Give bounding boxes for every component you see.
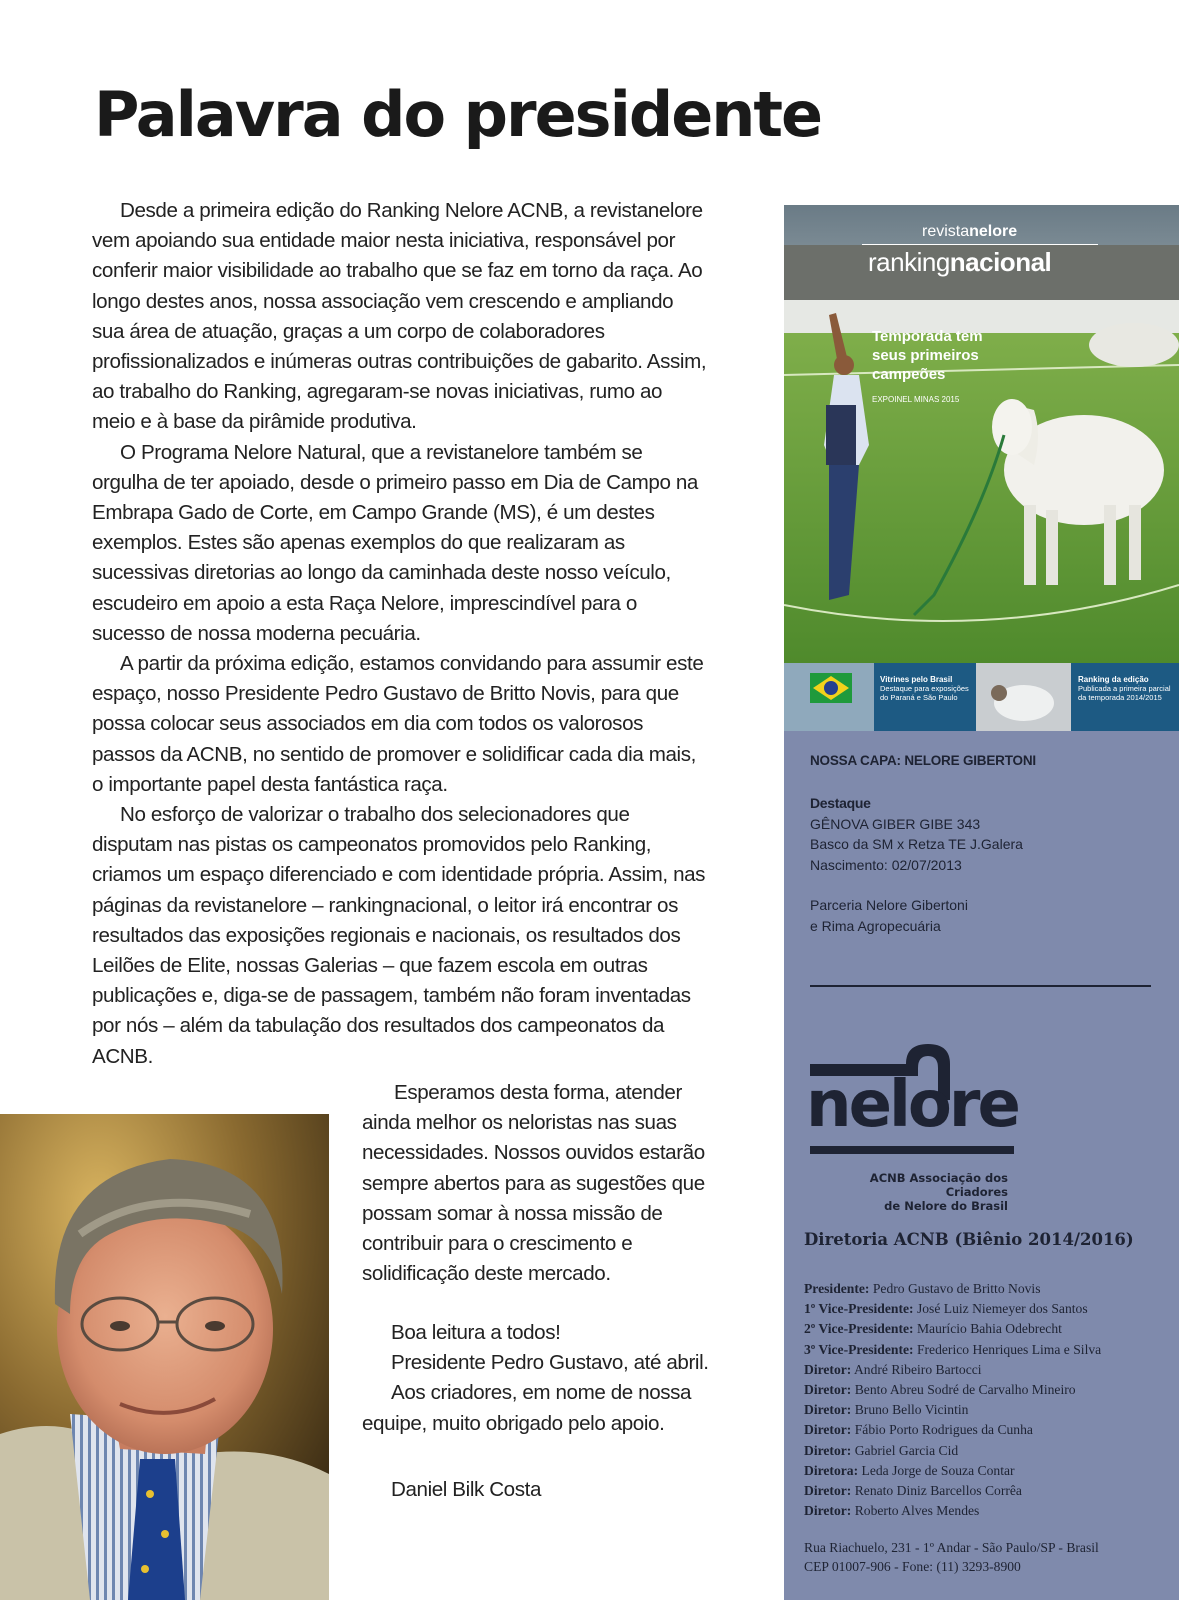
board-role: 3º Vice-Presidente: (804, 1341, 914, 1357)
signature: Daniel Bilk Costa (391, 1478, 542, 1501)
parceria-line: e Rima Agropecuária (810, 917, 941, 934)
board-member (804, 1501, 1176, 1521)
closing-line: equipe, muito obrigado pelo apoio. (362, 1411, 665, 1435)
strip-left-title: Vitrines pelo Brasil (880, 675, 953, 684)
board-member-name: Bruno Bello Vicintin (854, 1402, 969, 1418)
board-role: 2º Vice-Presidente: (804, 1321, 914, 1337)
board-role: Diretor: (804, 1361, 852, 1377)
strip-left-body: Destaque para exposições do Paraná e São Paulo (880, 684, 969, 702)
cover-headline-line: campeões (872, 366, 946, 383)
board-role: Diretor: (804, 1402, 852, 1418)
address-block (804, 1539, 1176, 1576)
strip-left (880, 675, 970, 702)
cover-ranking-prefix: ranking (868, 247, 950, 277)
board-role: Presidente: (804, 1281, 870, 1296)
board-member-name: André Ribeiro Bartocci (853, 1361, 982, 1377)
board-member-name: Leda Jorge de Souza Contar (861, 1462, 1015, 1478)
board-member-name: Frederico Henriques Lima e Silva (916, 1341, 1102, 1357)
board-role: 1º Vice-Presidente: (804, 1301, 914, 1317)
paragraph: Desde a primeira edição do Ranking Nelore ACNB, a revistanelore vem apoiando sua entidade maior nesta iniciativa, responsável por conferir maior visibilidade ao trabalho que se faz em torno da raça. Ao longo destes anos, nossa associação vem crescendo e ampliando sua área de atuação, graças a um corpo de colaboradores profissionalizados e inúmeras outras contribuições de gabarito. Assim, ao trabalho do Ranking, agregaram-se novas iniciativas, rumo ao meio e à base da pirâmide produtiva. (92, 199, 707, 434)
logo-wordmark: nelore (806, 1068, 1018, 1142)
board-role: Diretor: (804, 1503, 852, 1519)
board-member-name: Fábio Porto Rodrigues da Cunha (854, 1422, 1033, 1438)
board-member-name: José Luiz Niemeyer dos Santos (916, 1301, 1088, 1317)
logo-subtitle-line: ACNB Associação dos Criadores (869, 1171, 1008, 1199)
cover-caption-title: NOSSA CAPA: NELORE GIBERTONI (810, 753, 1036, 768)
board-member (804, 1420, 1176, 1440)
divider (810, 985, 1151, 987)
closing-line: Boa leitura a todos! (391, 1321, 561, 1344)
destaque-label: Destaque (810, 795, 871, 811)
strip-right (1078, 675, 1176, 702)
cover-ranking-bold: nacional (949, 247, 1052, 277)
logo-subtitle (808, 1171, 1008, 1213)
board-title: Diretoria ACNB (Biênio 2014/2016) (804, 1230, 1134, 1249)
cover-headline (872, 327, 983, 384)
board-member (804, 1279, 1176, 1299)
closing-lines (362, 1318, 721, 1439)
board-member (804, 1360, 1176, 1380)
destaque-line: GÊNOVA GIBER GIBE 343 (810, 815, 981, 832)
cover-event: EXPOINEL MINAS 2015 (872, 395, 960, 404)
board-member (804, 1441, 1176, 1461)
closing-line: Aos criadores, em nome de nossa (391, 1381, 692, 1405)
cover-ranking (868, 247, 1051, 278)
closing-paragraph (362, 1078, 712, 1289)
cover-brand (922, 223, 1017, 241)
address-line: CEP 01007-906 - Fone: (11) 3293-8900 (804, 1558, 1021, 1574)
portrait-photo-icon (0, 1114, 329, 1600)
cover-strip (784, 663, 1179, 731)
destaque-line: Basco da SM x Retza TE J.Galera (810, 836, 1023, 852)
magazine-cover (784, 205, 1179, 663)
cover-headline-line: seus primeiros (872, 347, 979, 364)
board-list (804, 1279, 1176, 1521)
strip-right-body: Publicada a primeira parcial da temporada 2014/2015 (1078, 684, 1171, 702)
board-member (804, 1340, 1176, 1360)
article-body (92, 196, 708, 1072)
logo-subtitle-line: de Nelore do Brasil (884, 1199, 1008, 1213)
paragraph: Esperamos desta forma, atender ainda melhor os neloristas nas suas necessidades. Nossos ouvidos estarão sempre abertos para as sugestões que possam somar à nossa missão de contribuir para o crescimento e solidificação deste mercado. (362, 1081, 705, 1286)
board-role: Diretor: (804, 1483, 852, 1499)
board-member-name: Maurício Bahia Odebrecht (916, 1321, 1062, 1337)
board-member-name: Gabriel Garcia Cid (854, 1442, 959, 1458)
destaque-line: Nascimento: 02/07/2013 (810, 856, 962, 873)
board-role: Diretor: (804, 1422, 852, 1438)
board-member-name: Pedro Gustavo de Britto Novis (872, 1281, 1041, 1296)
board-role: Diretor: (804, 1442, 852, 1458)
paragraph: O Programa Nelore Natural, que a revistanelore também se orgulha de ter apoiado, desde o primeiro passo em Dia de Campo na Embrapa Gado de Corte, em Campo Grande (MS), é um destes exemplos. Estes são apenas exemplos do que realizaram as sucessivas diretorias ao longo da caminhada deste nosso veículo, escudeiro em apoio a esta Raça Nelore, imprescindível para o sucesso de nossa moderna pecuária. (92, 440, 698, 645)
parceria-block (810, 895, 1170, 936)
board-role: Diretor: (804, 1382, 852, 1398)
portrait-photo (0, 1114, 329, 1600)
board-role: Diretora: (804, 1462, 859, 1478)
board-member (804, 1319, 1176, 1339)
board-member (804, 1299, 1176, 1319)
cover-divider (862, 244, 1098, 245)
cover-headline-line: Temporada tem (872, 328, 983, 345)
board-member-name: Bento Abreu Sodré de Carvalho Mineiro (854, 1382, 1076, 1398)
page-title: Palavra do presidente (94, 78, 822, 151)
destaque-block (810, 793, 1170, 875)
cover-brand-bold: nelore (969, 223, 1018, 240)
address-line: Rua Riachuelo, 231 - 1º Andar - São Paulo/SP - Brasil (804, 1540, 1099, 1555)
board-member (804, 1380, 1176, 1400)
board-member (804, 1461, 1176, 1481)
paragraph: No esforço de valorizar o trabalho dos selecionadores que disputam nas pistas os campeonatos promovidos pelo Ranking, criamos um espaço diferenciado e com identidade própria. Assim, nas páginas da revistanelore – rankingnacional, o leitor irá encontrar os resultados das exposições regionais e nacionais, os resultados dos Leilões de Elite, nossas Galerias – que fazem escola em outras publicações e, diga-se de passagem, também não foram inventadas por nós – além da tabulação dos resultados dos campeonatos da ACNB. (92, 803, 706, 1068)
paragraph: A partir da próxima edição, estamos convidando para assumir este espaço, nosso Presidente Pedro Gustavo de Britto Novis, para que possa colocar seus associados em dia com todos os valorosos passos da ACNB, no sentido de promover e solidificar cada dia mais, o importante papel desta fantástica raça. (92, 652, 704, 796)
board-member (804, 1400, 1176, 1420)
board-member-name: Renato Diniz Barcellos Corrêa (854, 1483, 1022, 1499)
parceria-line: Parceria Nelore Gibertoni (810, 897, 968, 913)
board-member (804, 1481, 1176, 1501)
cover-brand-prefix: revista (922, 223, 970, 240)
board-member-name: Roberto Alves Mendes (854, 1503, 980, 1519)
closing-line: Presidente Pedro Gustavo, até abril. (391, 1351, 709, 1375)
strip-right-title: Ranking da edição (1078, 675, 1149, 684)
